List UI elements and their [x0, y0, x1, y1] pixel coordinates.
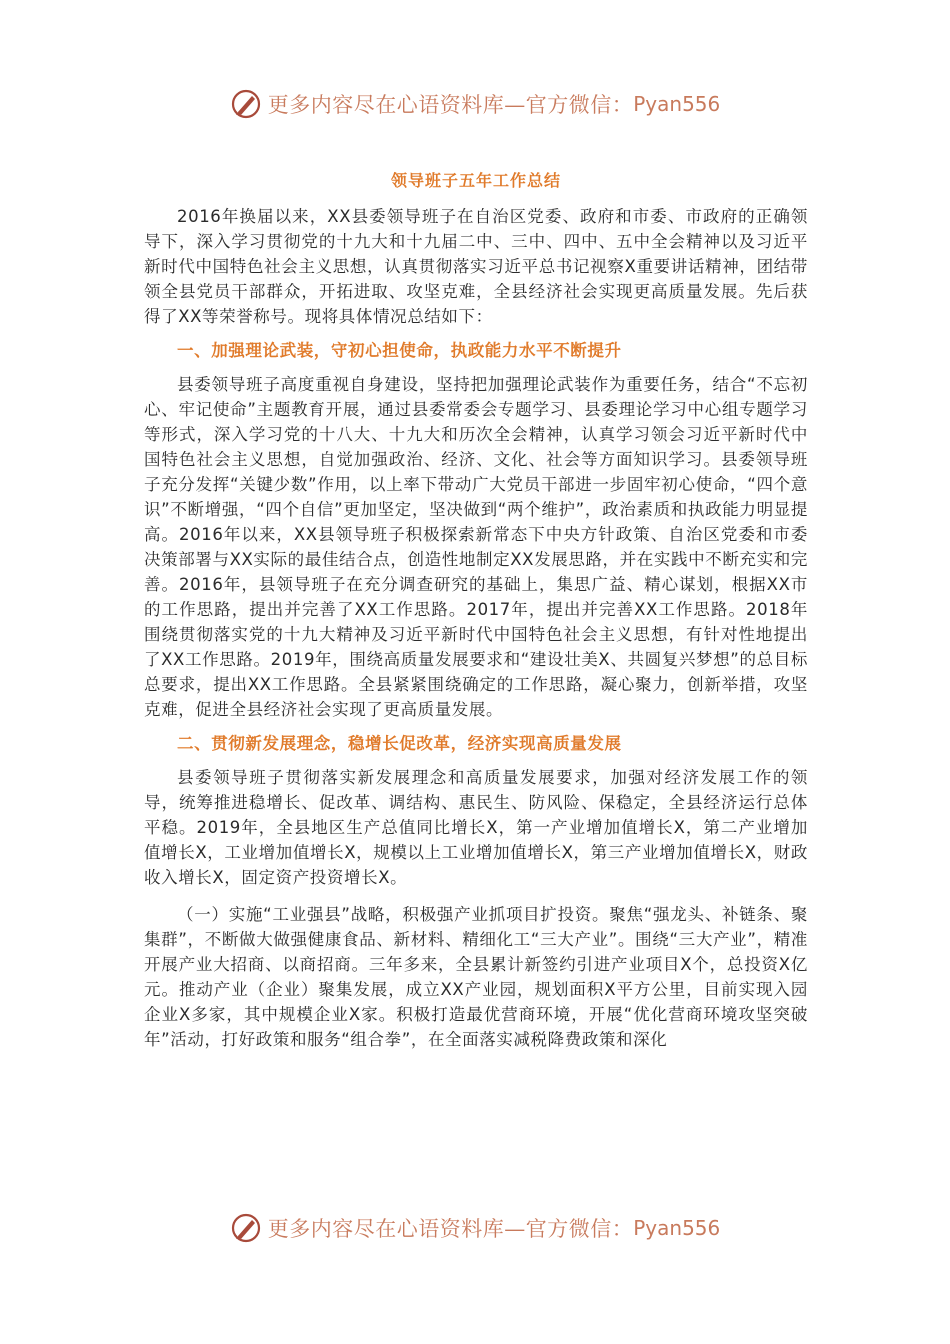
footer-banner: [0, 1206, 950, 1250]
section-heading-2: 二、贯彻新发展理念，稳增长促改革，经济实现高质量发展: [177, 734, 622, 753]
wechat-id: Pyan556: [633, 92, 721, 116]
section-2-paragraph: 县委领导班子贯彻落实新发展理念和高质量发展要求，加强对经济发展工作的领导，统筹推进稳增长、促改革、调结构、惠民生、防风险、保稳定，全县经济运行总体平稳。2019年，全县地区生产总值同比增长X，第一产业增加值增长X，第二产业增加值增长X，工业增加值增长X，规模以上工业增加值增长X，第三产业增加值增长X，财政收入增长X，固定资产投资增长X。: [144, 768, 808, 887]
pen-logo-icon: [230, 1212, 262, 1244]
pen-logo-icon: [230, 88, 262, 120]
document-title: 领导班子五年工作总结: [390, 171, 561, 190]
header-banner: [0, 82, 950, 126]
section-2-subsection-1: （一）实施“工业强县”战略，积极强产业抓项目扩投资。聚焦“强龙头、补链条、聚集群”，不断做大做强健康食品、新材料、精细化工“三大产业”。围绕“三大产业”，精准开展产业大招商、以商招商。三年多来，全县累计新签约引进产业项目X个，总投资X亿元。推动产业（企业）聚集发展，成立XX产业园，规划面积X平方公里，目前实现入园企业X多家，其中规模企业X家。积极打造最优营商环境，开展“优化营商环境攻坚突破年”活动，打好政策和服务“组合拳”，在全面落实减税降费政策和深化: [144, 905, 808, 1049]
document-body: [144, 168, 808, 1052]
wechat-id: Pyan556: [633, 1216, 721, 1240]
banner-text: 更多内容尽在心语资料库—官方微信：: [267, 93, 634, 117]
section-heading-1: 一、加强理论武装，守初心担使命，执政能力水平不断提升: [177, 341, 622, 360]
intro-paragraph: 2016年换届以来，XX县委领导班子在自治区党委、政府和市委、市政府的正确领导下，深入学习贯彻党的十九大和十九届二中、三中、四中、五中全会精神以及习近平新时代中国特色社会主义思想，认真贯彻落实习近平总书记视察X重要讲话精神，团结带领全县党员干部群众，开拓进取、攻坚克难，全县经济社会实现更高质量发展。先后获得了XX等荣誉称号。现将具体情况总结如下：: [144, 207, 808, 326]
banner-text: 更多内容尽在心语资料库—官方微信：: [267, 1217, 634, 1241]
section-1-paragraph: 县委领导班子高度重视自身建设，坚持把加强理论武装作为重要任务，结合“不忘初心、牢记使命”主题教育开展，通过县委常委会专题学习、县委理论学习中心组专题学习等形式，深入学习党的十八大、十九大和历次全会精神，认真学习领会习近平新时代中国特色社会主义思想，自觉加强政治、经济、文化、社会等方面知识学习。县委领导班子充分发挥“关键少数”作用，以上率下带动广大党员干部进一步固牢初心使命，“四个意识”不断增强，“四个自信”更加坚定，坚决做到“两个维护”，政治素质和执政能力明显提高。2016年以来，XX县领导班子积极探索新常态下中央方针政策、自治区党委和市委决策部署与XX实际的最佳结合点，创造性地制定XX发展思路，并在实践中不断充实和完善。2016年，县领导班子在充分调查研究的基础上，集思广益、精心谋划，根据XX市的工作思路，提出并完善了XX工作思路。2017年，提出并完善XX工作思路。2018年围绕贯彻落实党的十九大精神及习近平新时代中国特色社会主义思想，有针对性地提出了XX工作思路。2019年，围绕高质量发展要求和“建设壮美X、共圆复兴梦想”的总目标总要求，提出XX工作思路。全县紧紧围绕确定的工作思路，凝心聚力，创新举措，攻坚克难，促进全县经济社会实现了更高质量发展。: [144, 375, 808, 719]
